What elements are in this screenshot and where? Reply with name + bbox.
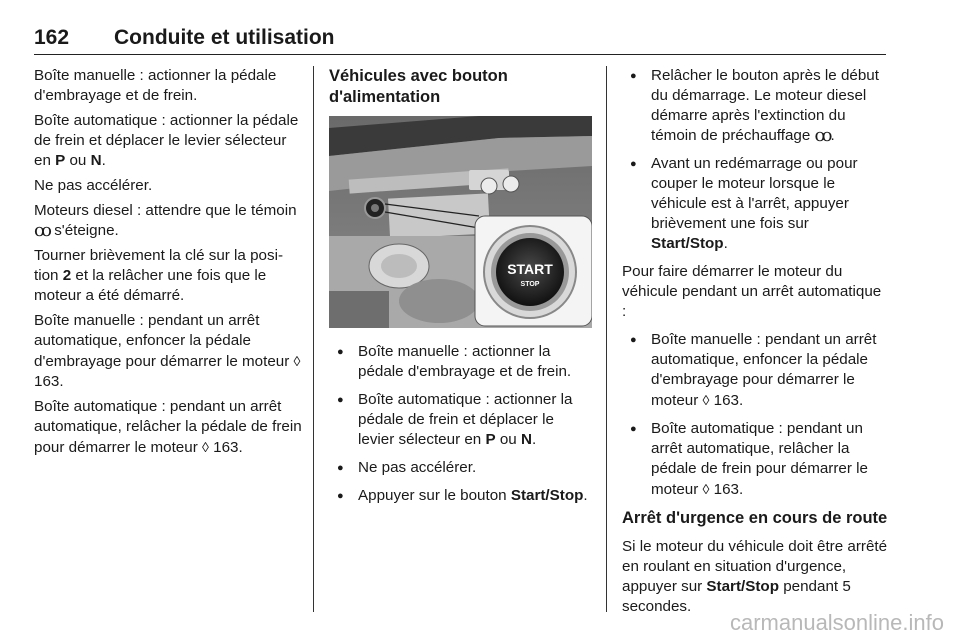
- text: Boîte automatique : actionner la pédale de frein et déplacer le levier sélecteur en: [358, 391, 573, 448]
- paragraph: [34, 311, 302, 392]
- text: Boîte automatique : pendant un arrêt automatique, relâcher la pédale de frein pour démarrer le moteur: [651, 420, 868, 498]
- page-reference[interactable]: 163: [713, 392, 739, 409]
- text: Appuyer sur le bouton: [358, 487, 511, 504]
- bullet-list: [622, 66, 888, 254]
- page-reference-icon: ◊: [702, 481, 710, 497]
- list-item: [622, 66, 888, 146]
- bullet-list: [329, 342, 592, 506]
- glow-plug-icon: ꝏ: [814, 125, 831, 146]
- text: Relâcher le bouton après le début du démarrage. Le moteur diesel démarre après l'extinction du témoin de préchauffage: [651, 67, 879, 144]
- bullet-list: [622, 330, 888, 500]
- paragraph: [34, 246, 302, 306]
- paragraph: [34, 397, 302, 458]
- page-reference-icon: ◊: [702, 392, 710, 408]
- paragraph: [34, 201, 302, 241]
- text: ou: [65, 152, 91, 169]
- section-heading: Arrêt d'urgence en cours de route: [622, 509, 888, 527]
- text: Boîte manuelle : pendant un arrêt automatique, enfoncer la pédale d'embrayage pour démarrer le moteur: [651, 331, 877, 409]
- text: et la relâcher une fois que le moteur a été démarré.: [34, 267, 267, 304]
- page-reference-icon: ◊: [293, 353, 301, 369]
- column-divider: [313, 66, 314, 612]
- list-item: [329, 486, 592, 506]
- text: .: [583, 487, 588, 504]
- text: .: [238, 439, 243, 456]
- section-title: Conduite et utilisation: [114, 26, 335, 49]
- text: Tourner brièvement la clé sur la position: [34, 247, 284, 284]
- button-label-stop: STOP: [520, 281, 540, 288]
- page-reference[interactable]: 163: [213, 439, 239, 456]
- watermark: carmanualsonline.info: [729, 610, 944, 635]
- text: ou: [495, 431, 521, 448]
- section-heading: Véhicules avec bouton d'alimentation: [329, 67, 508, 106]
- paragraph: Ne pas accélérer.: [34, 177, 153, 194]
- start-stop-label: Start/Stop: [706, 578, 779, 595]
- paragraph: [622, 537, 888, 617]
- paragraph: Boîte manuelle : actionner la pédale d'embrayage et de frein.: [34, 67, 277, 104]
- column-1: [34, 66, 302, 463]
- list-item: [622, 419, 888, 500]
- text: .: [531, 431, 537, 448]
- text: s'éteigne.: [49, 222, 119, 239]
- page-reference[interactable]: 163: [713, 481, 739, 498]
- text: Moteurs diesel : attendre que le témoin: [34, 202, 297, 219]
- gear-p: P: [55, 152, 66, 169]
- text: Avant un redémarrage ou pour couper le moteur lorsque le véhicule est à l'arrêt, appuyer brièvement une fois sur: [651, 155, 858, 232]
- start-stop-label: Start/Stop: [510, 487, 584, 504]
- text: Boîte automatique : actionner la pédale de frein et déplacer le levier sélecteur en: [34, 112, 299, 169]
- column-2: [329, 66, 592, 514]
- text: .: [739, 392, 744, 409]
- paragraph: Pour faire démarrer le moteur du véhicule pendant un arrêt automatique :: [622, 263, 882, 320]
- column-divider: [606, 66, 607, 612]
- glow-plug-icon: ꝏ: [34, 220, 50, 241]
- list-item: ● Boîte manuelle : actionner la pédale d'embrayage et de frein.: [329, 342, 592, 382]
- gear-n: N: [90, 152, 102, 169]
- list-item: ● Ne pas accélérer.: [329, 458, 592, 478]
- gear-n: N: [520, 431, 532, 448]
- text: .: [723, 235, 728, 252]
- page-header: [34, 26, 886, 55]
- text: .: [830, 127, 835, 144]
- text: .: [739, 481, 744, 498]
- paragraph: [34, 111, 302, 171]
- list-item: [622, 154, 888, 254]
- page-reference[interactable]: 163: [34, 373, 60, 390]
- text: .: [101, 152, 106, 169]
- button-label-start: START: [507, 261, 553, 277]
- start-stop-button-photo: [329, 116, 592, 328]
- key-position: 2: [62, 267, 72, 284]
- start-stop-label: Start/Stop: [651, 235, 724, 252]
- text: Boîte manuelle : pendant un arrêt automatique, enfoncer la pédale d'embrayage pour démarrer le moteur: [34, 312, 294, 370]
- page-reference-icon: ◊: [201, 439, 209, 455]
- page-number: 162: [34, 26, 70, 49]
- text: pendant 5 secondes.: [622, 578, 851, 615]
- list-item: [622, 330, 888, 411]
- text: .: [59, 373, 64, 390]
- text: Si le moteur du véhicule doit être arrêté en roulant en situation d'urgence, appuyer sur: [622, 538, 888, 595]
- column-3: [622, 66, 888, 622]
- text: Boîte automatique : pendant un arrêt automatique, relâcher la pédale de frein pour démarrer le moteur: [34, 398, 302, 456]
- list-item: [329, 390, 592, 450]
- gear-p: P: [485, 431, 496, 448]
